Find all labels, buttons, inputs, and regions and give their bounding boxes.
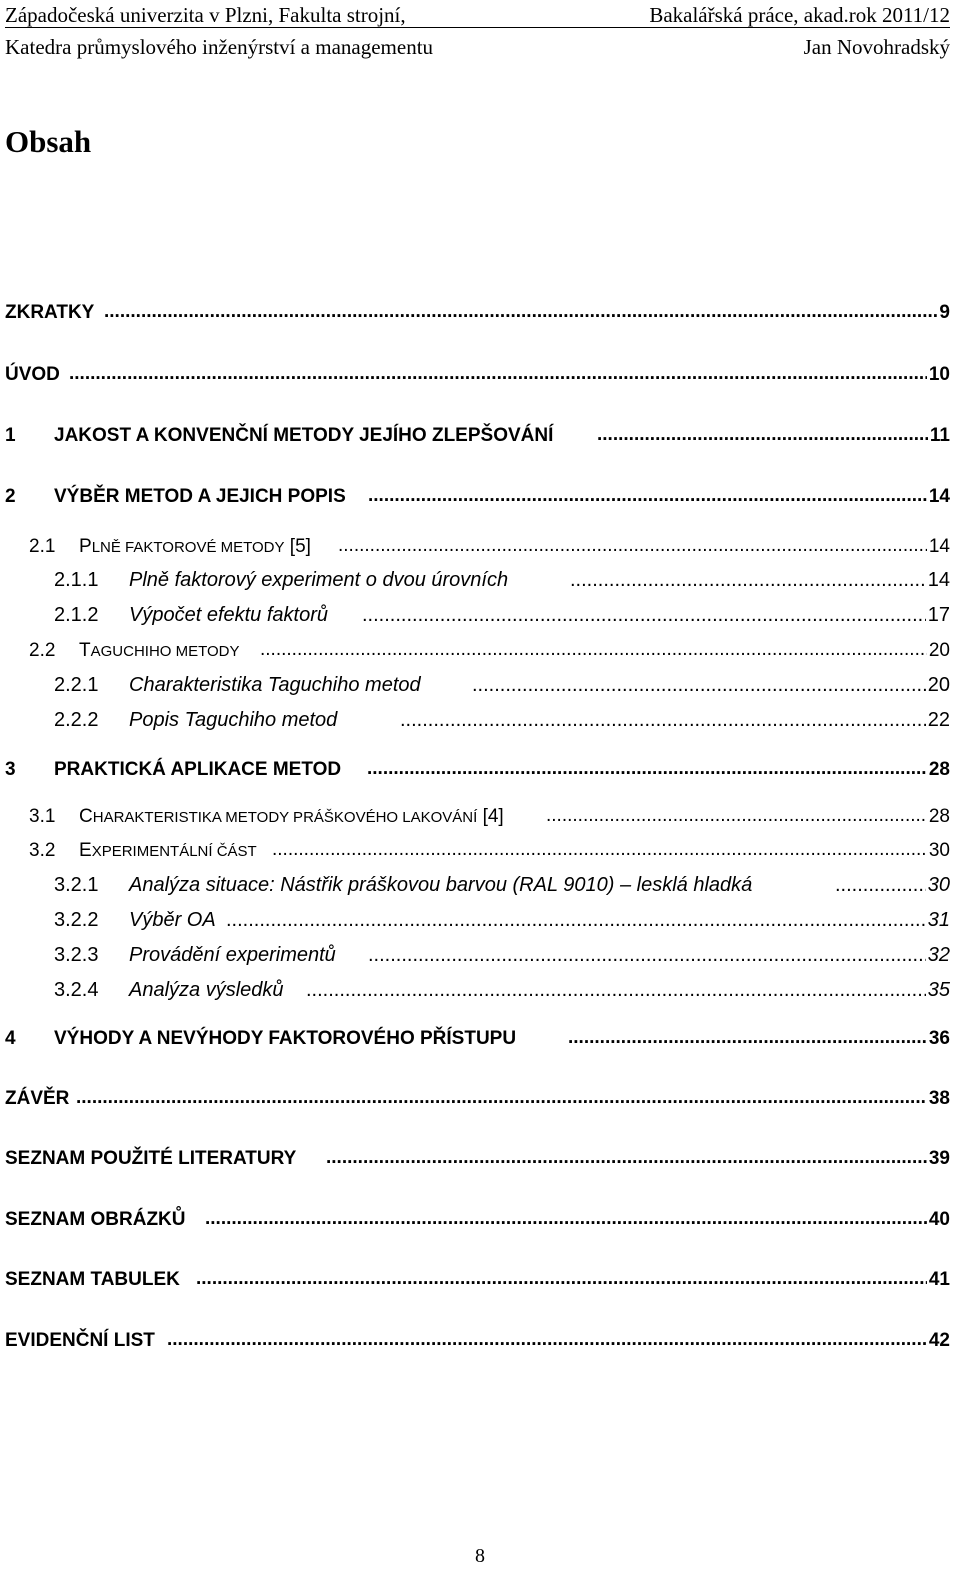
toc-number: 3 <box>5 759 16 780</box>
toc-number: 3.2 <box>29 840 56 861</box>
toc-number: 2.2.1 <box>54 674 99 696</box>
toc-leader <box>367 759 950 779</box>
toc-page-number: 28 <box>928 759 950 780</box>
toc-title: ÚVOD <box>5 364 60 385</box>
toc-number: 3.2.2 <box>54 909 99 931</box>
toc-entry[interactable] <box>0 1266 960 1292</box>
header-university: Západočeská univerzita v Plzni, Fakulta strojní, <box>5 3 406 27</box>
toc-title: PLNĚ FAKTOROVÉ METODY [5] <box>79 536 311 557</box>
toc-entry[interactable] <box>0 533 960 559</box>
header-department: Katedra průmyslového inženýrství a managementu <box>5 35 434 59</box>
toc-page-number: 40 <box>928 1209 950 1230</box>
toc-leader <box>76 1088 950 1108</box>
toc-number: 1 <box>5 425 16 446</box>
toc-page-number: 42 <box>928 1330 950 1351</box>
toc-page-number: 9 <box>939 302 950 323</box>
toc-page-number: 31 <box>927 909 950 931</box>
toc-number: 2.1 <box>29 536 56 557</box>
toc-entry[interactable] <box>0 756 960 782</box>
toc-title: Analýza výsledků <box>129 979 284 1001</box>
toc-leader <box>472 675 950 695</box>
toc-entry[interactable] <box>0 707 960 733</box>
toc-title: SEZNAM OBRÁZKŮ <box>5 1209 186 1230</box>
toc-title: Analýza situace: Nástřik práškovou barvou (RAL 9010) – lesklá hladká <box>129 874 753 896</box>
toc-number: 2.2 <box>29 640 56 661</box>
toc-title: EVIDENČNÍ LIST <box>5 1330 155 1351</box>
toc-leader <box>368 945 950 965</box>
toc-leader <box>597 425 950 445</box>
toc-entry[interactable] <box>0 567 960 593</box>
toc-page-number: 20 <box>928 640 950 661</box>
header-thesis: Bakalářská práce, akad.rok 2011/12 <box>649 3 950 27</box>
toc-title: Provádění experimentů <box>129 944 336 966</box>
toc-number: 2.1.1 <box>54 569 99 591</box>
toc-leader <box>167 1330 950 1350</box>
toc-number: 3.1 <box>29 806 56 827</box>
toc-title: Popis Taguchiho metod <box>129 709 338 731</box>
toc-page-number: 14 <box>927 569 950 591</box>
toc-page-number: 38 <box>928 1088 950 1109</box>
toc-leader <box>104 302 950 322</box>
toc-title: PRAKTICKÁ APLIKACE METOD <box>54 759 342 780</box>
toc-title: VÝHODY A NEVÝHODY FAKTOROVÉHO PŘÍSTUPU <box>54 1028 517 1049</box>
toc-title: VÝBĚR METOD A JEJICH POPIS <box>54 486 346 507</box>
toc-entry[interactable] <box>0 1085 960 1111</box>
toc-page-number: 14 <box>928 486 950 507</box>
toc-number: 2.2.2 <box>54 709 99 731</box>
toc-entry[interactable] <box>0 637 960 663</box>
toc-page-number: 28 <box>928 806 950 827</box>
toc-number: 3.2.4 <box>54 979 99 1001</box>
toc-leader <box>362 605 950 625</box>
toc-number: 3.2.1 <box>54 874 99 896</box>
toc-title: Plně faktorový experiment o dvou úrovních <box>129 569 509 591</box>
toc-leader <box>546 806 950 826</box>
toc-page-number: 30 <box>927 874 950 896</box>
page-title: Obsah <box>5 124 92 159</box>
toc-page-number: 11 <box>929 425 950 446</box>
toc-page-number: 10 <box>928 364 950 385</box>
toc-entry[interactable] <box>0 672 960 698</box>
toc-leader <box>368 486 950 506</box>
toc-title: EXPERIMENTÁLNÍ ČÁST <box>79 840 257 861</box>
toc-page-number: 14 <box>928 536 950 557</box>
toc-title: SEZNAM TABULEK <box>5 1269 180 1290</box>
toc-page-number: 35 <box>927 979 950 1001</box>
toc-leader <box>338 536 950 556</box>
toc-number: 2.1.2 <box>54 604 99 626</box>
toc-page-number: 41 <box>928 1269 950 1290</box>
toc-entry[interactable] <box>0 837 960 863</box>
toc-number: 2 <box>5 486 16 507</box>
toc-entry[interactable] <box>0 803 960 829</box>
toc-number: 3.2.3 <box>54 944 99 966</box>
toc-leader <box>568 1028 950 1048</box>
toc-entry[interactable] <box>0 361 960 387</box>
toc-entry[interactable] <box>0 422 960 448</box>
toc-leader <box>196 1269 950 1289</box>
toc-entry[interactable] <box>0 942 960 968</box>
toc-title: CHARAKTERISTIKA METODY PRÁŠKOVÉHO LAKOVÁNÍ [4] <box>79 806 504 827</box>
toc-title: SEZNAM POUŽITÉ LITERATURY <box>5 1148 297 1169</box>
toc-entry[interactable] <box>0 977 960 1003</box>
toc-page-number: 36 <box>928 1028 950 1049</box>
toc-leader <box>260 640 950 660</box>
toc-entry[interactable] <box>0 483 960 509</box>
toc-page-number: 32 <box>927 944 950 966</box>
toc-title: JAKOST A KONVENČNÍ METODY JEJÍHO ZLEPŠOVÁNÍ <box>54 425 554 446</box>
header-author: Jan Novohradský <box>803 35 950 59</box>
toc-title: ZÁVĚR <box>5 1088 70 1109</box>
toc-entry[interactable] <box>0 907 960 933</box>
toc-entry[interactable] <box>0 1145 960 1171</box>
toc-leader <box>570 570 950 590</box>
toc-leader <box>69 364 950 384</box>
toc-entry[interactable] <box>0 872 960 898</box>
toc-page-number: 39 <box>928 1148 950 1169</box>
toc-title: Charakteristika Taguchiho metod <box>129 674 421 696</box>
toc-title: Výběr OA <box>129 909 216 931</box>
toc-number: 4 <box>5 1028 16 1049</box>
toc-leader <box>272 840 950 860</box>
toc-title: Výpočet efektu faktorů <box>129 604 329 626</box>
toc-leader <box>205 1209 950 1229</box>
toc-entry[interactable] <box>0 602 960 628</box>
page-number: 8 <box>475 1545 485 1567</box>
toc-entry[interactable] <box>0 1327 960 1353</box>
toc-leader <box>226 910 950 930</box>
toc-page-number: 22 <box>927 709 950 731</box>
toc-page-number: 30 <box>928 840 950 861</box>
toc-leader <box>306 980 950 1000</box>
toc-entry[interactable] <box>0 1206 960 1232</box>
toc-page-number: 20 <box>927 674 950 696</box>
toc-title: ZKRATKY <box>5 302 95 323</box>
toc-page-number: 17 <box>927 604 950 626</box>
toc-leader <box>400 710 950 730</box>
toc-title: TAGUCHIHO METODY <box>79 640 240 661</box>
toc-entry[interactable] <box>0 1025 960 1051</box>
toc-leader <box>326 1148 950 1168</box>
toc-entry[interactable] <box>0 299 960 325</box>
